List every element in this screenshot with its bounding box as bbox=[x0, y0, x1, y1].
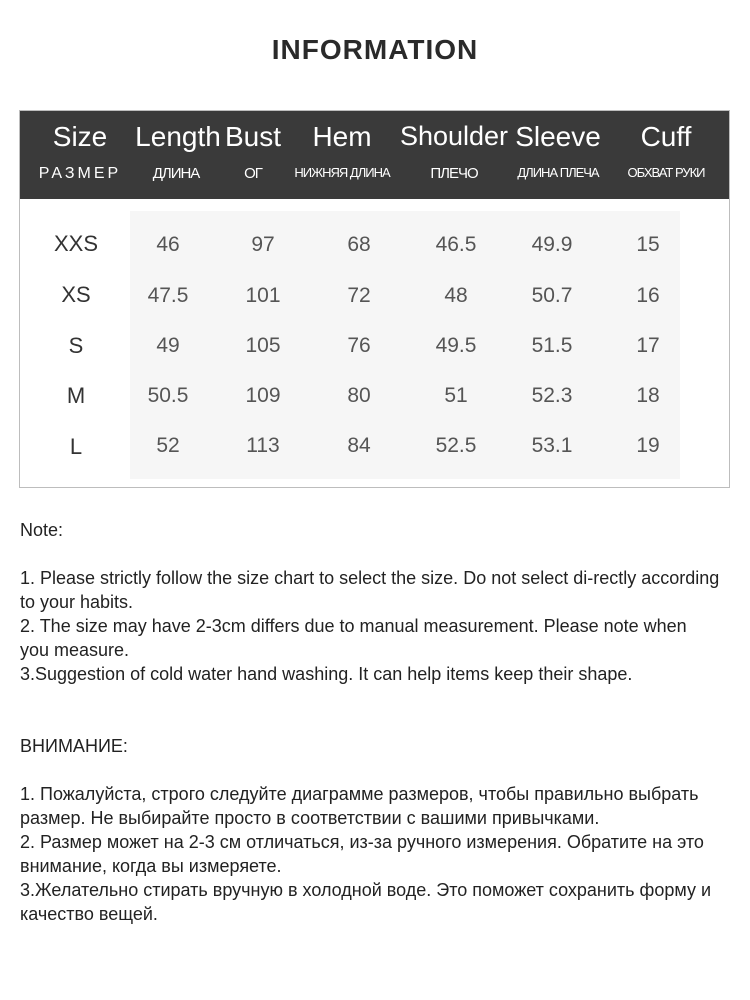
header-bust-ru: ОГ bbox=[244, 165, 262, 182]
cell-cuff: 17 bbox=[636, 334, 660, 357]
cell-hem: 76 bbox=[347, 334, 371, 357]
cell-bust: 113 bbox=[246, 434, 280, 457]
notes-ru-item: 1. Пожалуйста, строго следуйте диаграмме размеров, чтобы правильно выбрать размер. Не выбирайте просто в соответствии с вашими привычками. bbox=[20, 784, 699, 828]
cell-cuff: 18 bbox=[636, 384, 660, 407]
header-hem-en: Hem bbox=[312, 121, 372, 152]
cell-shoulder: 48 bbox=[444, 284, 468, 307]
cell-length: 49 bbox=[156, 334, 180, 357]
page-title: INFORMATION bbox=[271, 34, 479, 65]
cell-sleeve: 52.3 bbox=[531, 384, 573, 407]
header-sleeve-ru: ДЛИНА ПЛЕЧА bbox=[517, 165, 599, 180]
cell-size: XS bbox=[61, 282, 91, 307]
notes-ru-item: 2. Размер может на 2-3 см отличаться, из-за ручного измерения. Обратите на это внимание, когда вы измеряете. bbox=[20, 832, 704, 876]
cell-sleeve: 51.5 bbox=[531, 334, 573, 357]
notes-en-item: 1. Please strictly follow the size chart to select the size. Do not select di-rectly according to your habits. bbox=[20, 568, 720, 612]
size-chart bbox=[19, 110, 730, 488]
header-size-ru: РАЗМЕР bbox=[38, 165, 122, 182]
cell-size: L bbox=[69, 434, 83, 459]
cell-hem: 84 bbox=[347, 434, 371, 457]
cell-sleeve: 50.7 bbox=[531, 284, 573, 307]
header-cuff-en: Cuff bbox=[640, 121, 692, 152]
size-chart-header bbox=[20, 111, 729, 199]
cell-length: 52 bbox=[156, 434, 180, 457]
cell-length: 46 bbox=[156, 233, 180, 256]
cell-size: S bbox=[68, 333, 84, 358]
cell-bust: 97 bbox=[251, 233, 275, 256]
cell-hem: 80 bbox=[347, 384, 371, 407]
cell-length: 50.5 bbox=[147, 384, 189, 407]
cell-hem: 72 bbox=[347, 284, 371, 307]
header-hem-ru: НИЖНЯЯ ДЛИНА bbox=[294, 165, 390, 180]
cell-sleeve: 53.1 bbox=[531, 434, 573, 457]
notes-ru-item: 3.Желательно стирать вручную в холодной воде. Это поможет сохранить форму и качество вещей. bbox=[20, 880, 712, 924]
cell-length: 47.5 bbox=[147, 284, 189, 307]
cell-size: M bbox=[66, 383, 86, 408]
cell-shoulder: 49.5 bbox=[435, 334, 477, 357]
header-shoulder-ru: ПЛЕЧО bbox=[430, 165, 478, 182]
header-size-en: Size bbox=[52, 121, 108, 152]
cell-sleeve: 49.9 bbox=[531, 233, 573, 256]
header-sleeve-en: Sleeve bbox=[515, 121, 601, 152]
cell-size: XXS bbox=[53, 231, 99, 256]
cell-bust: 105 bbox=[245, 334, 281, 357]
cell-cuff: 16 bbox=[636, 284, 660, 307]
notes-section bbox=[20, 518, 720, 926]
cell-bust: 101 bbox=[245, 284, 281, 307]
header-cuff-ru: ОБХВАТ РУКИ bbox=[627, 165, 705, 180]
notes-en-item: 2. The size may have 2-3cm differs due to manual measurement. Please note when you measure. bbox=[20, 616, 687, 660]
header-shoulder-en: Shoulder bbox=[399, 121, 509, 151]
notes-ru-heading: ВНИМАНИЕ: bbox=[20, 736, 128, 756]
cell-hem: 68 bbox=[347, 233, 371, 256]
cell-shoulder: 52.5 bbox=[435, 434, 477, 457]
header-bust-en: Bust bbox=[224, 121, 282, 152]
cell-shoulder: 51 bbox=[444, 384, 468, 407]
notes-en-item: 3.Suggestion of cold water hand washing. It can help items keep their shape. bbox=[20, 664, 633, 684]
cell-cuff: 15 bbox=[636, 233, 660, 256]
header-length-ru: ДЛИНА bbox=[152, 165, 200, 182]
cell-bust: 109 bbox=[245, 384, 281, 407]
notes-en-heading: Note: bbox=[20, 520, 64, 540]
cell-shoulder: 46.5 bbox=[435, 233, 477, 256]
header-length-en: Length bbox=[135, 121, 221, 152]
cell-cuff: 19 bbox=[636, 434, 660, 457]
